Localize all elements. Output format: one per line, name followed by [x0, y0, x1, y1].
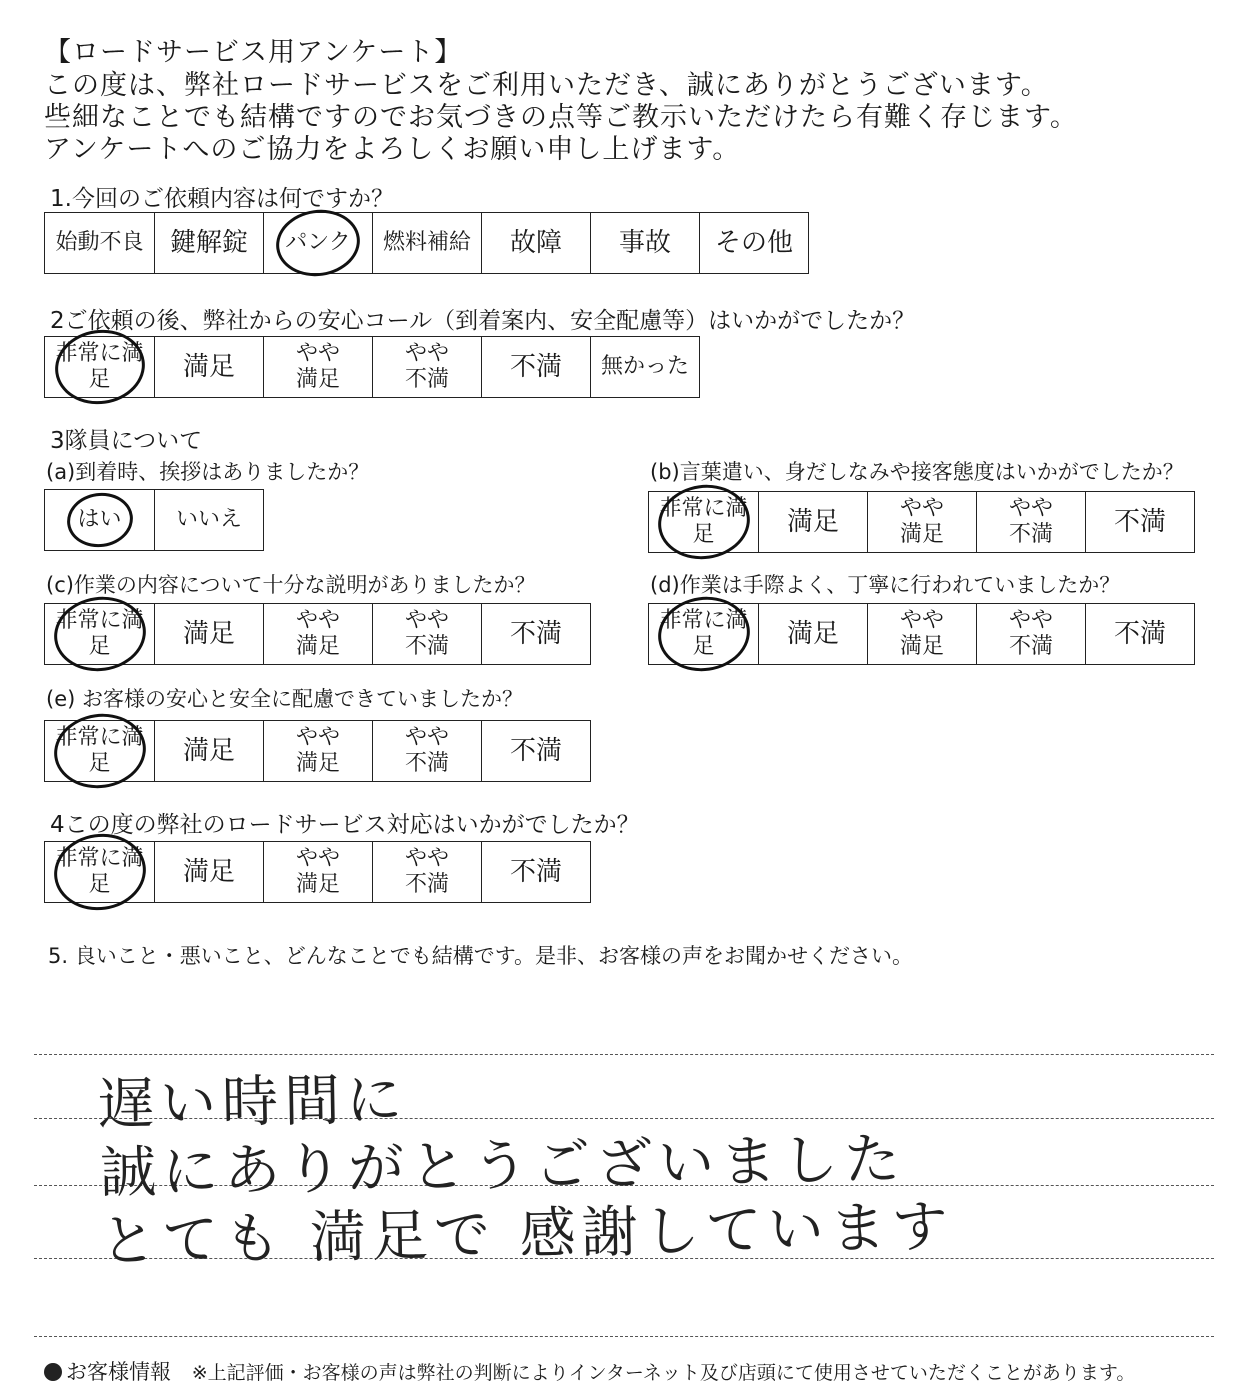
handwritten-answer-line-2: 誠にありがとうございました [99, 1126, 907, 1207]
q3e-option-5[interactable] [481, 721, 590, 781]
q2-options [44, 336, 700, 398]
option-label: やや満足 [296, 608, 341, 659]
q3d-option-3[interactable] [867, 604, 976, 664]
selection-circle [653, 479, 754, 565]
option-label: 満足 [182, 352, 235, 382]
q3c-option-5[interactable] [481, 604, 590, 664]
q4-question: 4この度の弊社のロードサービス対応はいかがでしたか？ [50, 812, 640, 838]
option-label: 満足 [786, 507, 839, 537]
q3d-option-1[interactable] [649, 604, 758, 664]
option-label: その他 [714, 228, 793, 258]
handwritten-answer-line-1: 遅い時間に [97, 1067, 409, 1138]
q5-question: 5. 良いこと・悪いこと、どんなことでも結構です。是非、お客様の声をお聞かせください。 [48, 944, 914, 968]
q3b-option-5[interactable] [1085, 492, 1194, 552]
option-label: 満足 [182, 736, 235, 766]
q3b-option-1[interactable] [649, 492, 758, 552]
selection-circle [49, 828, 151, 916]
option-label: やや不満 [1009, 496, 1054, 547]
option-label: やや満足 [296, 846, 341, 897]
q3c-option-3[interactable] [263, 604, 372, 664]
q4-option-2[interactable] [154, 842, 263, 902]
q3d-option-2[interactable] [758, 604, 867, 664]
q2-option-6[interactable] [590, 337, 699, 397]
footer [44, 1356, 1135, 1386]
q4-option-1[interactable] [45, 842, 154, 902]
option-label: 不満 [509, 736, 562, 766]
option-label: やや満足 [296, 725, 341, 776]
q3e-options [44, 720, 591, 782]
option-label: やや満足 [296, 341, 341, 392]
selection-circle [272, 204, 364, 281]
option-label: 不満 [1113, 619, 1166, 649]
selection-circle [63, 489, 136, 552]
option-label: 無かった [600, 354, 689, 379]
q3c-option-1[interactable] [45, 604, 154, 664]
q1-options [44, 212, 809, 274]
q3e-option-2[interactable] [154, 721, 263, 781]
q3e-question: (e) お客様の安心と安全に配慮できていましたか？ [46, 687, 523, 711]
option-label: やや不満 [405, 725, 450, 776]
q3b-option-3[interactable] [867, 492, 976, 552]
q3c-question: (c)作業の内容について十分な説明がありましたか？ [46, 573, 536, 597]
option-label: 燃料補給 [382, 230, 471, 255]
option-label: 非常に満足 [55, 846, 144, 897]
option-label: 満足 [786, 619, 839, 649]
handwritten-answer-line-3: とても 満足で 感謝しています [99, 1194, 955, 1275]
intro-line-1: この度は、弊社ロードサービスをご利用いただき、誠にありがとうございます。 [44, 70, 1049, 101]
option-label: やや不満 [405, 846, 450, 897]
q3e-option-4[interactable] [372, 721, 481, 781]
option-label: 不満 [509, 857, 562, 887]
q3a-question: (a)到着時、挨拶はありましたか？ [46, 460, 370, 484]
option-label: やや満足 [900, 496, 945, 547]
q3a-options [44, 489, 264, 551]
q3d-option-5[interactable] [1085, 604, 1194, 664]
option-label: 非常に満足 [659, 496, 748, 547]
option-label: 非常に満足 [659, 608, 748, 659]
selection-circle [653, 591, 754, 677]
option-label: パンク [285, 230, 351, 255]
option-label: 非常に満足 [55, 608, 144, 659]
q3a-option-yes[interactable] [45, 490, 154, 550]
q4-option-5[interactable] [481, 842, 590, 902]
q4-option-4[interactable] [372, 842, 481, 902]
option-label: やや不満 [405, 608, 450, 659]
q1-option-4[interactable] [372, 213, 481, 273]
option-label: 満足 [182, 857, 235, 887]
option-label: やや不満 [1009, 608, 1054, 659]
answer-line [34, 1054, 1214, 1055]
q2-option-1[interactable] [45, 337, 154, 397]
q3d-options [648, 603, 1195, 665]
selection-circle [49, 708, 150, 794]
q3e-option-1[interactable] [45, 721, 154, 781]
q1-option-2[interactable] [154, 213, 263, 273]
q1-option-5[interactable] [481, 213, 590, 273]
option-label: はい [77, 507, 122, 532]
option-label: 不満 [1113, 507, 1166, 537]
option-label: やや不満 [405, 341, 450, 392]
q2-option-4[interactable] [372, 337, 481, 397]
option-label: いいえ [175, 507, 242, 532]
q1-option-1[interactable] [45, 213, 154, 273]
answer-line [34, 1336, 1214, 1337]
q3b-option-4[interactable] [976, 492, 1085, 552]
intro-line-3: アンケートへのご協力をよろしくお願い申し上げます。 [44, 134, 741, 165]
q3e-option-3[interactable] [263, 721, 372, 781]
q1-option-6[interactable] [590, 213, 699, 273]
q4-option-3[interactable] [263, 842, 372, 902]
q4-options [44, 841, 591, 903]
q3b-options [648, 491, 1195, 553]
option-label: 満足 [182, 619, 235, 649]
option-label: 非常に満足 [55, 725, 144, 776]
customer-info-label: お客様情報 [66, 1360, 171, 1384]
q1-option-7[interactable] [699, 213, 808, 273]
q2-option-3[interactable] [263, 337, 372, 397]
q3c-option-2[interactable] [154, 604, 263, 664]
q2-option-2[interactable] [154, 337, 263, 397]
option-label: やや満足 [900, 608, 945, 659]
q2-question: 2ご依頼の後、弊社からの安心コール（到着案内、安全配慮等）はいかがでしたか？ [50, 308, 916, 334]
q2-option-5[interactable] [481, 337, 590, 397]
survey-title: 【ロードサービス用アンケート】 [44, 37, 463, 68]
option-label: 鍵解錠 [169, 228, 248, 258]
q3d-option-4[interactable] [976, 604, 1085, 664]
intro-line-2: 些細なことでも結構ですのでお気づきの点等ご教示いただけたら有難く存じます。 [44, 102, 1078, 133]
selection-circle [50, 324, 149, 410]
bullet-icon [44, 1363, 62, 1381]
q1-option-3[interactable] [263, 213, 372, 273]
option-label: 不満 [509, 619, 562, 649]
option-label: 事故 [618, 228, 671, 258]
q3-title: 3隊員について [50, 428, 203, 454]
selection-circle [49, 591, 150, 677]
option-label: 不満 [509, 352, 562, 382]
q3b-option-2[interactable] [758, 492, 867, 552]
q3b-question: (b)言葉遣い、身だしなみや接客態度はいかがでしたか？ [650, 460, 1184, 484]
usage-note: ※上記評価・お客様の声は弊社の判断によりインターネット及び店頭にて使用させていただくことがあります。 [191, 1362, 1136, 1384]
option-label: 始動不良 [55, 230, 144, 255]
option-label: 非常に満足 [55, 341, 144, 392]
q3c-options [44, 603, 591, 665]
q3d-question: (d)作業は手際よく、丁寧に行われていましたか？ [650, 573, 1121, 597]
q3a-option-no[interactable] [154, 490, 263, 550]
option-label: 故障 [509, 228, 562, 258]
q3c-option-4[interactable] [372, 604, 481, 664]
q1-question: 1.今回のご依頼内容は何ですか？ [50, 186, 394, 212]
